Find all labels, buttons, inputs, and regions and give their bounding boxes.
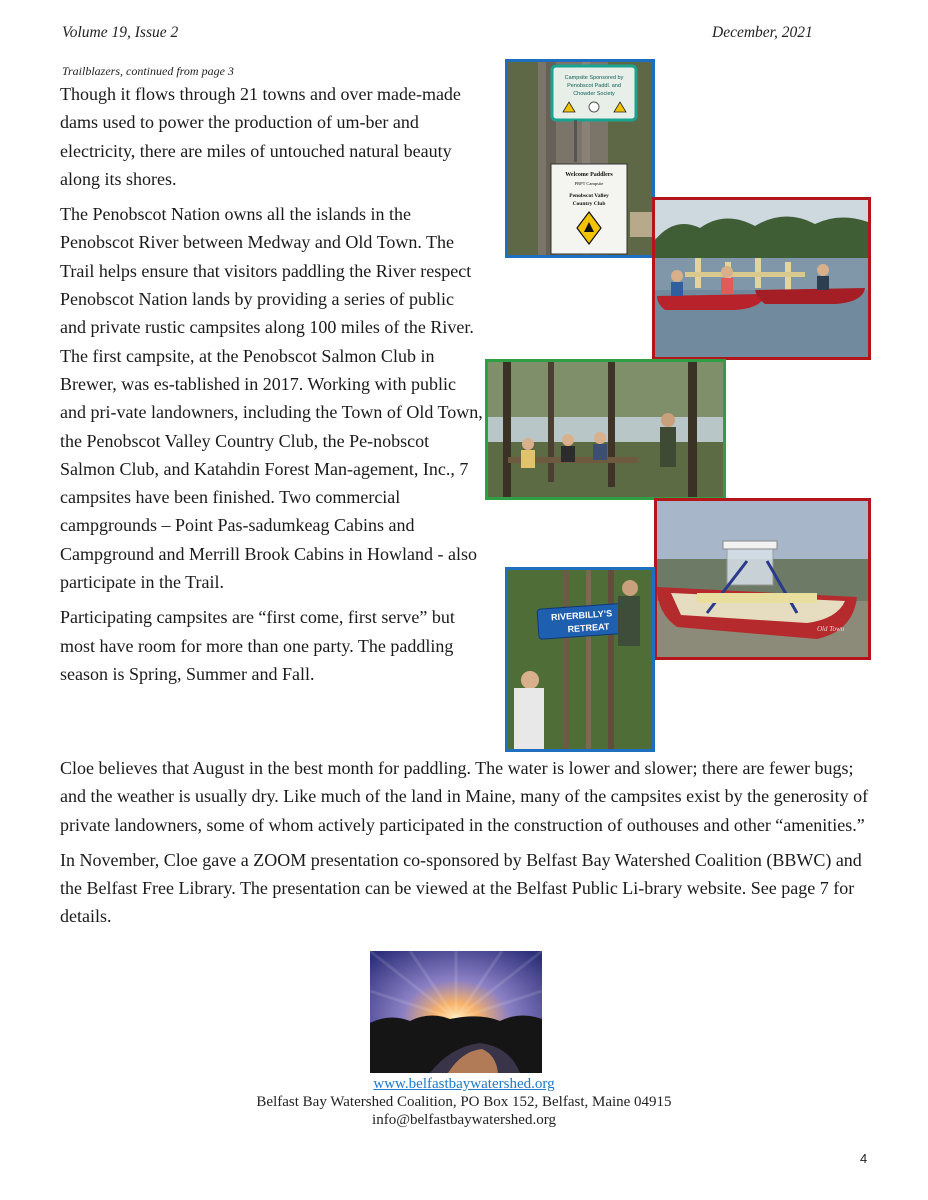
paragraph-4: Cloe believes that August in the best month for paddling. The water is lower and slower; there are fewer bugs; and the weather is usually dry. Like much of the land in Maine, many of the campsites exist by the generosity of private landowners, some of whom actively participated in the construction of outhouses and other “amenities.” <box>60 758 869 835</box>
riverbilly-sign-line1: RIVERBILLY’S <box>550 608 613 623</box>
article-column-narrow <box>60 80 484 695</box>
issue-volume: Volume 19, Issue 2 <box>62 24 179 41</box>
contact-email: info@belfastbaywatershed.org <box>372 1112 556 1128</box>
svg-text:PRPT Campsite: PRPT Campsite <box>574 181 604 186</box>
page-number: 4 <box>860 1151 868 1166</box>
issue-date: December, 2021 <box>712 24 813 41</box>
svg-text:Chowder Society: Chowder Society <box>573 91 615 97</box>
photo-campsite-signs <box>505 59 655 258</box>
photo-canoe-outhouse <box>654 498 871 660</box>
photo-group-campsite <box>485 359 726 500</box>
svg-text:Penobscot Paddl. and: Penobscot Paddl. and <box>567 83 621 89</box>
paragraph-1: Though it flows through 21 towns and over made-made dams used to power the production of um-ber and electricity, there are miles of untouched natural beauty along its shores. <box>60 84 461 189</box>
continued-note: Trailblazers, continued from page 3 <box>62 64 234 78</box>
article-column-wide <box>60 754 872 938</box>
riverbilly-sign-line2: RETREAT <box>567 621 610 635</box>
paragraph-5: In November, Cloe gave a ZOOM presentation co-sponsored by Belfast Bay Watershed Coalition (BBWC) and the Belfast Free Library. The presentation can be viewed at the Belfast Public Li-brary website. See page 7 for details. <box>60 849 862 927</box>
website-link[interactable]: www.belfastbaywatershed.org <box>373 1076 555 1092</box>
svg-text:Campsite Sponsored by: Campsite Sponsored by <box>564 75 624 81</box>
svg-text:Welcome Paddlers: Welcome Paddlers <box>565 172 613 178</box>
photo-riverbilly-retreat <box>505 567 655 752</box>
photo-paddlers-canoes <box>652 197 871 360</box>
photo-sunset-watershed <box>370 951 542 1073</box>
svg-text:Penobscot Valley: Penobscot Valley <box>569 193 609 199</box>
svg-text:Country Club: Country Club <box>572 201 606 207</box>
mailing-address: Belfast Bay Watershed Coalition, PO Box 152, Belfast, Maine 04915 <box>256 1094 672 1110</box>
paragraph-2: The Penobscot Nation owns all the islands in the Penobscot River between Medway and Old Town. The Trail helps ensure that visitors paddling the River respect Penobscot Nation lands by providing a series of public and private rustic campsites along 100 miles of the River. The first campsite, at the Penobscot Salmon Club in Brewer, was es-tablished in 2017. Working with public and pri-vate landowners, including the Town of Old Town, the Penobscot Valley Country Club, the Pe-nobscot Salmon Club, and Katahdin Forest Man-agement, Inc., 7 campsites have been finished. Two commercial campgrounds – Point Pas-sadumkeag Cabins and Campground and Merrill Brook Cabins in Howland - also participate in the Trail. <box>60 204 483 593</box>
paragraph-3: Participating campsites are “first come, first serve” but most have room for more than one party. The paddling season is Spring, Summer and Fall. <box>60 607 455 684</box>
svg-text:Old Town: Old Town <box>817 625 845 633</box>
